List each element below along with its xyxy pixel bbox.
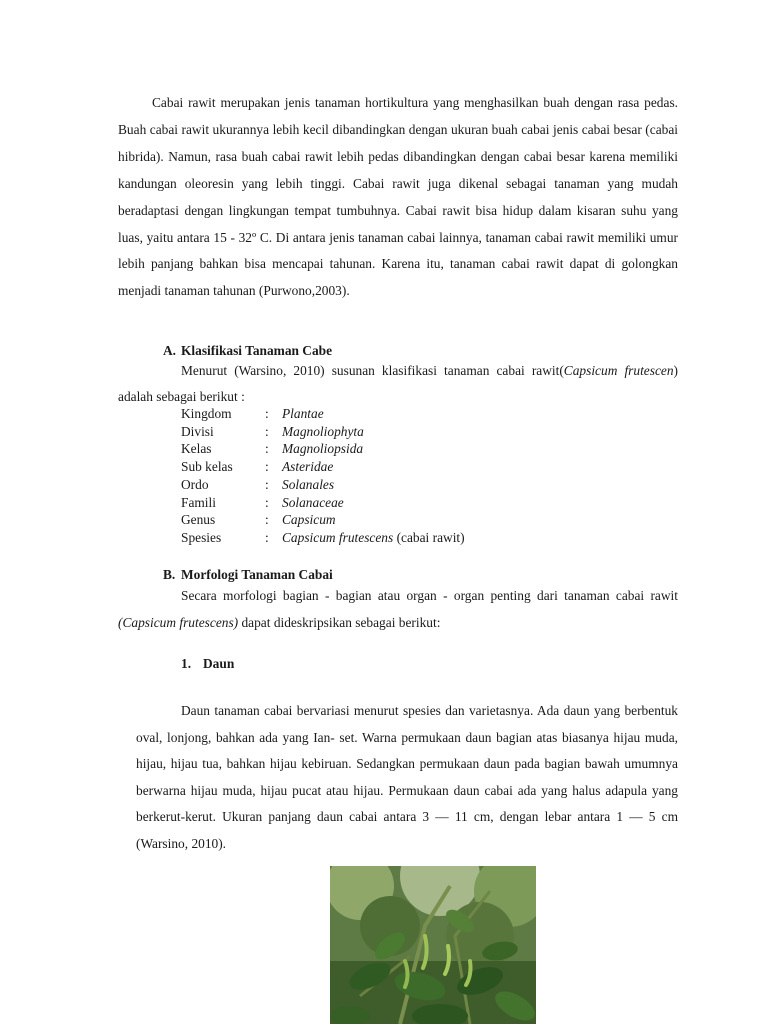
taxonomy-separator: :	[265, 423, 269, 439]
classification-intro-tail: ) adalah sebagai berikut :	[118, 363, 678, 404]
taxonomy-separator: :	[265, 459, 269, 475]
taxonomy-rank: Kingdom	[181, 406, 232, 421]
taxonomy-separator: :	[265, 529, 269, 545]
taxonomy-value: Asteridae	[282, 459, 334, 475]
section-a-title: Klasifikasi Tanaman Cabe	[181, 343, 333, 358]
section-b-heading	[163, 567, 333, 583]
chili-plant-photo	[330, 866, 536, 1024]
classification-intro-text: Menurut (Warsino, 2010) susunan klasifikasi tanaman cabai rawit(	[181, 363, 564, 378]
taxonomy-separator: :	[265, 441, 269, 457]
taxonomy-value-cell	[282, 458, 465, 476]
taxonomy-row	[181, 458, 465, 476]
section-b-marker: B.	[163, 567, 176, 582]
chili-plant-image	[330, 866, 536, 1024]
taxonomy-row	[181, 494, 465, 512]
morphology-intro	[118, 582, 678, 636]
taxonomy-value: Magnoliopsida	[282, 441, 364, 457]
taxonomy-row	[181, 529, 465, 547]
taxonomy-value-cell	[282, 529, 465, 547]
taxonomy-value: Capsicum frutescens	[282, 529, 394, 545]
taxonomy-value: Solanaceae	[282, 494, 344, 510]
morphology-intro-tail: dapat dideskripsikan sebagai berikut:	[238, 615, 441, 630]
taxonomy-row	[181, 440, 465, 458]
taxonomy-value: Magnoliophyta	[282, 423, 364, 439]
taxonomy-value-cell	[282, 423, 465, 441]
section-a-heading	[163, 343, 332, 359]
taxonomy-rank: Ordo	[181, 476, 209, 492]
classification-intro	[118, 358, 678, 410]
taxonomy-value: Plantae	[282, 406, 324, 421]
classification-species-name: Capsicum frutescen	[563, 363, 674, 378]
section-b-title: Morfologi Tanaman Cabai	[181, 567, 333, 582]
morphology-species-name: (Capsicum frutescens)	[118, 615, 239, 630]
taxonomy-separator: :	[265, 476, 269, 492]
taxonomy-rank: Divisi	[181, 423, 214, 439]
taxonomy-row	[181, 405, 465, 423]
intro-paragraph: Cabai rawit merupakan jenis tanaman hortikultura yang menghasilkan buah dengan rasa pedas. Buah cabai rawit ukurannya lebih kecil dibandingkan dengan ukuran buah cabai jenis cabai besar (cabai hibrida). Namun, rasa buah cabai rawit lebih pedas dibandingkan dengan cabai besar karena memiliki kandungan oleoresin yang lebih tinggi. Cabai rawit juga dikenal sebagai tanaman yang mudah beradaptasi dengan lingkungan tempat tumbuhnya. Cabai rawit bisa hidup dalam kisaran suhu yang luas, yaitu antara 15 - 32º C. Di antara jenis tanaman cabai lainnya, tanaman cabai rawit memiliki umur lebih panjang bahkan bisa mencapai tahunan. Karena itu, tanaman cabai rawit dapat di golongkan menjadi tanaman tahunan (Purwono,2003).	[118, 95, 678, 299]
taxonomy-separator: :	[265, 512, 269, 528]
leaf-description: Daun tanaman cabai bervariasi menurut spesies dan varietasnya. Ada daun yang berbentuk oval, lonjong, bahkan ada yang Ian- set. Warna permukaan daun bagian atas biasanya hijau muda, hijau, hijau tua, bahkan hijau kebiruan. Sedangkan permukaan daun pada bagian bawah umumnya berwarna hijau muda, hijau pucat atau hijau. Permukaan daun cabai ada yang halus adapula yang berkerut-kerut. Ukuran panjang daun cabai antara 3 — 11 cm, dengan lebar antara 1 — 5 cm (Warsino, 2010).	[136, 703, 678, 851]
subsection-1-marker: 1.	[181, 656, 192, 671]
taxonomy-table	[181, 405, 465, 547]
subsection-1-heading	[181, 656, 234, 672]
taxonomy-value: Capsicum	[282, 512, 336, 528]
morphology-intro-text: Secara morfologi bagian - bagian atau organ - organ penting dari tanaman cabai rawit	[181, 588, 678, 603]
taxonomy-note: (cabai rawit)	[393, 529, 465, 545]
taxonomy-value-cell	[282, 494, 465, 512]
taxonomy-rank: Kelas	[181, 441, 212, 457]
taxonomy-separator: :	[265, 406, 269, 421]
taxonomy-separator: :	[265, 494, 269, 510]
taxonomy-value-cell	[282, 440, 465, 458]
taxonomy-rank: Sub kelas	[181, 459, 233, 475]
taxonomy-value-cell	[282, 511, 465, 529]
taxonomy-row	[181, 511, 465, 529]
taxonomy-value-cell	[282, 405, 465, 423]
taxonomy-value-cell	[282, 476, 465, 494]
taxonomy-value: Solanales	[282, 476, 335, 492]
taxonomy-rank: Famili	[181, 494, 216, 510]
taxonomy-row	[181, 476, 465, 494]
taxonomy-rank: Spesies	[181, 529, 222, 545]
taxonomy-row	[181, 423, 465, 441]
subsection-1-title: Daun	[203, 656, 235, 671]
section-a-marker: A.	[163, 343, 177, 358]
taxonomy-rank: Genus	[181, 512, 216, 528]
